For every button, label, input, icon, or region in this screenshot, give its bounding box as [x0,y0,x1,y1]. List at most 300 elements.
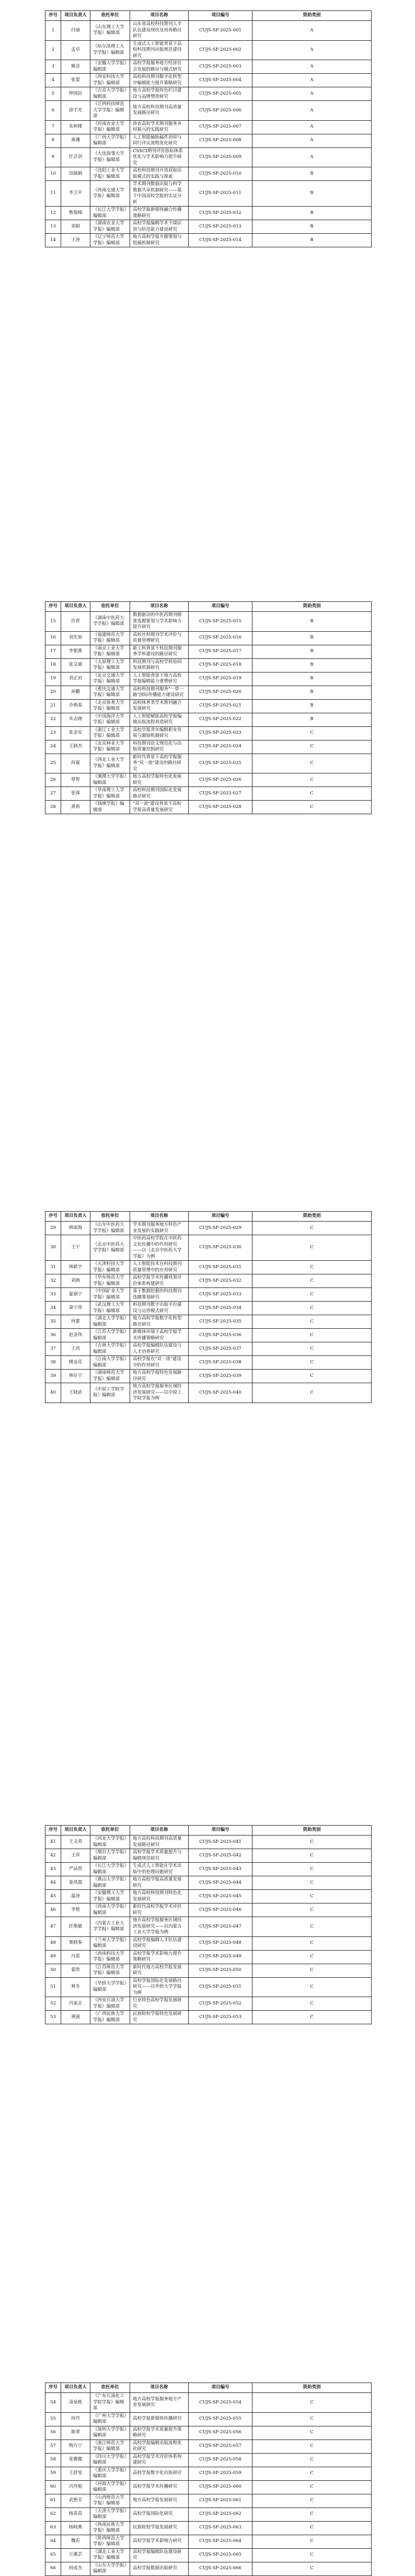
cell-grade: C [252,1903,372,1917]
cell-grade: C [252,2393,372,2413]
cell-seq: 38 [45,1356,61,1370]
cell-seq: 42 [45,1849,61,1863]
cell-leader: 蔡智 [61,773,90,787]
cell-project-name: 民族院校学报发展研究 [130,2521,189,2535]
cell-grade: C [252,1288,372,1302]
cell-unit: 《西安石油大学学报》编辑部 [90,1997,130,2011]
cell-leader: 刘先知 [61,631,90,645]
cell-grade: A [252,101,372,121]
cell-project-name: 新工科背景下科技期刊服务学科建设的路径研究 [130,645,189,658]
cell-grade: B [252,207,372,220]
table-row [45,1235,372,1261]
cell-leader: 韩琼海 [61,1222,90,1235]
cell-grade: B [252,167,372,181]
header-leader: 项目负责人 [61,11,90,21]
cell-seq: 9 [45,147,61,167]
cell-seq: 53 [45,2011,61,2024]
cell-project-name: 地方高校科技期刊高质量发展路径研究 [130,1836,189,1849]
cell-unit: 《重庆交通大学学报》编辑部 [90,686,130,699]
cell-unit: 《西南科技大学学报》编辑部 [90,1950,130,1964]
cell-seq: 27 [45,787,61,801]
cell-grade: C [252,1302,372,1315]
cell-project-code: CUJS-SF-2025-026 [189,773,252,787]
cell-seq: 8 [45,134,61,147]
cell-leader: 于涛 [61,234,90,247]
cell-leader: 严品然 [61,1863,90,1876]
cell-seq: 59 [45,2467,61,2480]
cell-project-code: CUJS-SF-2025-016 [189,631,252,645]
cell-project-name: 科技期刊与高校学科协同发展机制研究 [130,658,189,672]
table-row [45,2011,372,2024]
table-row [45,2535,372,2548]
cell-grade: A [252,74,372,87]
cell-leader: 楼金花 [61,1356,90,1370]
cell-project-code: CUJS-SF-2025-027 [189,787,252,801]
cell-unit: 《吉林大学学报》编辑部 [90,1342,130,1356]
table-row [45,74,372,87]
cell-seq: 12 [45,207,61,220]
cell-unit: 《广西民族大学学报》编辑部 [90,2011,130,2024]
header-name: 项目名称 [130,2383,189,2393]
project-table [45,1211,372,1403]
cell-unit: 《西南民族大学学报》编辑部 [90,2521,130,2535]
cell-project-code: CUJS-SF-2025-049 [189,1950,252,1964]
cell-project-code: CUJS-SF-2025-006 [189,101,252,121]
cell-seq: 34 [45,1302,61,1315]
cell-seq: 60 [45,2480,61,2494]
cell-leader: 孟卓 [61,40,90,60]
cell-seq: 45 [45,1890,61,1903]
cell-grade: B [252,713,372,726]
cell-project-code: CUJS-SF-2025-015 [189,612,252,632]
header-row [45,1826,372,1836]
cell-grade: B [252,645,372,658]
table-row [45,1261,372,1274]
header-name: 项目名称 [130,602,189,612]
cell-project-code: CUJS-SF-2025-020 [189,686,252,699]
cell-grade: C [252,754,372,773]
cell-grade: C [252,1950,372,1964]
cell-grade: C [252,801,372,814]
cell-project-code: CUJS-SF-2025-051 [189,1977,252,1997]
cell-seq: 31 [45,1261,61,1274]
cell-unit: 《太原理工大学学报》编辑部 [90,658,130,672]
table-row [45,1997,372,2011]
cell-project-code: CUJS-SF-2025-046 [189,1903,252,1917]
cell-project-name: 高校学报在"双一流"建设中的作用研究 [130,1356,189,1370]
cell-unit: 《江西科技师范大学学报》编辑部 [90,101,130,121]
table-row [45,2440,372,2453]
cell-project-name: 人工智能赋能高校学报编辑出版流程再造研究 [130,713,189,726]
cell-unit: 《西南交通大学学报》编辑部 [90,181,130,207]
project-table [45,601,372,814]
cell-leader: 王晓杰 [61,740,90,754]
cell-grade: C [252,1356,372,1370]
project-table [45,2383,372,2576]
cell-unit: 《广东石油化工学院学报》编辑部 [90,2393,130,2413]
cell-unit: 《西南大学学报》编辑部 [90,1903,130,1917]
cell-seq: 52 [45,1997,61,2011]
cell-seq: 64 [45,2535,61,2548]
cell-unit: 《湘潭大学学报》编辑部 [90,773,130,787]
cell-unit: 《北京中医药大学学报》编辑部 [90,1235,130,1261]
cell-grade: C [252,1836,372,1849]
cell-seq: 48 [45,1936,61,1950]
cell-leader: 徐宇光 [61,101,90,121]
cell-leader: 刘润 [61,1274,90,1288]
cell-project-code: CUJS-SF-2025-035 [189,1315,252,1329]
table-row [45,21,372,41]
cell-project-code: CUJS-SF-2025-019 [189,672,252,686]
cell-unit: 《华东师范大学学报》编辑部 [90,1274,130,1288]
table-body [45,1222,372,1403]
cell-grade: C [252,2480,372,2494]
cell-seq: 56 [45,2426,61,2440]
cell-grade: B [252,181,372,207]
header-row [45,11,372,21]
cell-unit: 《钱塘学报》编辑部 [90,801,130,814]
table-row [45,1370,372,1383]
cell-project-name: 地方高校学报高质量发展研究 [130,1876,189,1890]
cell-seq: 5 [45,87,61,101]
cell-project-name: 学术期刊数据出版与科学数据共享机制研究——基于中国高校学报的实证分析 [130,181,189,207]
cell-leader: 张蓉 [61,787,90,801]
table-row [45,1964,372,1977]
cell-project-name: 高校学报编辑学术不端识别与防范能力建设研究 [130,220,189,234]
cell-unit: 《天津大学学报》编辑部 [90,2507,130,2521]
table-row [45,1903,372,1917]
cell-grade: C [252,1342,372,1356]
cell-grade: B [252,631,372,645]
cell-unit: 《北京林业大学学报》编辑部 [90,740,130,754]
cell-seq: 43 [45,1863,61,1876]
cell-grade: C [252,2548,372,2562]
cell-project-name: 基于数据挖掘的科技期刊选题策划研究 [130,1288,189,1302]
cell-grade: C [252,1261,372,1274]
cell-unit: 《四川大学学报》编辑部 [90,2453,130,2467]
header-seq: 序号 [45,1212,61,1222]
cell-leader: 李艳 [61,1903,90,1917]
header-code: 项目编号 [189,602,252,612]
header-unit: 依托单位 [90,602,130,612]
cell-unit: 《浙江师范大学学报》编辑部 [90,2440,130,2453]
cell-project-name: 人工智能辅助稿件初审与同行评议流程优化研究 [130,134,189,147]
cell-leader: 赵金伟 [61,1329,90,1342]
cell-leader: 李卫平 [61,181,90,207]
cell-project-code: CUJS-SF-2025-047 [189,1917,252,1937]
cell-unit: 《浙江工业大学学报》编辑部 [90,726,130,740]
cell-project-name: 科技期刊论文规范化与出版质量控制研究 [130,740,189,754]
cell-project-name: 地方高校学报服务地方产业发展研究 [130,2393,189,2413]
cell-seq: 61 [45,2494,61,2507]
table-row [45,147,372,167]
table-row [45,754,372,773]
cell-project-code: CUJS-SF-2025-017 [189,645,252,658]
cell-project-code: CUJS-SF-2025-060 [189,2480,252,2494]
table-row [45,658,372,672]
header-name: 项目名称 [130,1212,189,1222]
cell-grade: A [252,134,372,147]
cell-unit: 《河海大学学报》编辑部 [90,2480,130,2494]
cell-seq: 4 [45,74,61,87]
cell-project-code: CUJS-SF-2025-033 [189,1288,252,1302]
cell-project-name: 学术期刊服务地方特色产业发展的实践研究 [130,1222,189,1235]
cell-unit: 《湖南中医药大学学报》编辑部 [90,612,130,632]
cell-seq: 18 [45,658,61,672]
cell-grade: B [252,220,372,234]
cell-unit: 《南京工业大学学报》编辑部 [90,645,130,658]
table-row [45,1836,372,1849]
table-row [45,1315,372,1329]
table-row [45,1302,372,1315]
cell-leader: 付丽 [61,21,90,41]
cell-seq: 40 [45,1383,61,1403]
table-row [45,713,372,726]
header-grade: 资助类别 [252,1212,372,1222]
cell-leader: 林往宁 [61,1370,90,1383]
cell-seq: 65 [45,2548,61,2562]
cell-grade: C [252,1863,372,1876]
cell-project-code: CUJS-SF-2025-064 [189,2535,252,2548]
cell-grade: A [252,87,372,101]
cell-project-name: 地方高校学报特色发展路径研究 [130,1370,189,1383]
cell-leader: 何丹 [61,2412,90,2426]
cell-project-code: CUJS-SF-2025-012 [189,207,252,220]
cell-project-code: CUJS-SF-2025-030 [189,1235,252,1261]
cell-seq: 32 [45,1274,61,1288]
table-row [45,1342,372,1356]
cell-leader: 黄珊 [61,134,90,147]
table-row [45,120,372,134]
cell-seq: 37 [45,1342,61,1356]
cell-unit: 《北京体育大学学报》编辑部 [90,699,130,713]
cell-project-code: CUJS-SF-2025-009 [189,147,252,167]
cell-project-name: 人工智能技术在科技期刊质量管理中的应用研究 [130,1261,189,1274]
header-seq: 序号 [45,1826,61,1836]
cell-project-name: 高校学报编辑人才队伍建设研究 [130,1936,189,1950]
cell-seq: 19 [45,672,61,686]
header-code: 项目编号 [189,11,252,21]
cell-project-code: CUJS-SF-2025-065 [189,2548,252,2562]
cell-project-name: 高校学报国际化发展路径研究——以华侨大学学报为例 [130,1977,189,1997]
cell-seq: 13 [45,220,61,234]
cell-seq: 58 [45,2453,61,2467]
cell-project-code: CUJS-SF-2025-007 [189,120,252,134]
table-row [45,1917,372,1937]
cell-project-code: CUJS-SF-2025-031 [189,1261,252,1274]
cell-leader: 杨苗苗 [61,2507,90,2521]
cell-grade: C [252,1936,372,1950]
cell-grade: C [252,1964,372,1977]
header-unit: 依托单位 [90,1826,130,1836]
cell-leader: 魏若 [61,2535,90,2548]
cell-leader: 任会剑 [61,147,90,167]
cell-unit: 《安徽理工大学学报》编辑部 [90,1890,130,1903]
cell-seq: 20 [45,686,61,699]
table-row [45,220,372,234]
cell-grade: C [252,1222,372,1235]
table-row [45,2494,372,2507]
cell-leader: 刘娟 [61,220,90,234]
cell-seq: 15 [45,612,61,632]
cell-unit: 《广西大学学报》编辑部 [90,134,130,147]
table-row [45,612,372,632]
cell-project-code: CUJS-SF-2025-062 [189,2507,252,2521]
cell-seq: 22 [45,713,61,726]
cell-project-name: 地方高校科技期刊特色化发展研究 [130,1890,189,1903]
cell-project-code: CUJS-SF-2025-010 [189,167,252,181]
cell-project-name: 民族院校学报特色发展研究 [130,2011,189,2024]
header-name: 项目名称 [130,1826,189,1836]
table-row [45,1950,372,1964]
table-row [45,167,372,181]
cell-unit: 《兰州大学学报》编辑部 [90,1936,130,1950]
cell-project-name: 地方高校科技期刊高质量发展路径研究 [130,101,189,121]
cell-project-name: 地方高校学报服务区域经济发展研究——以内蒙古工业大学学报为例 [130,1917,189,1937]
cell-leader: 朱树楼 [61,120,90,134]
cell-grade: C [252,740,372,754]
header-name: 项目名称 [130,11,189,21]
cell-project-code: CUJS-SF-2025-043 [189,1863,252,1876]
cell-project-code: CUJS-SF-2025-004 [189,74,252,87]
cell-unit: 《福建师范大学学报》编辑部 [90,631,130,645]
table-body [45,21,372,247]
table-row [45,672,372,686]
cell-seq: 14 [45,234,61,247]
cell-leader: 秦宁萍 [61,1302,90,1315]
cell-seq: 35 [45,1315,61,1329]
cell-project-code: CUJS-SF-2025-042 [189,1849,252,1863]
cell-project-code: CUJS-SF-2025-054 [189,2393,252,2413]
cell-project-name: "双一流"建设背景下高校学报高质量发展研究 [130,801,189,814]
cell-unit: 《湖南师范大学学报》编辑部 [90,1370,130,1383]
cell-project-code: CUJS-SF-2025-032 [189,1274,252,1288]
cell-project-code: CUJS-SF-2025-023 [189,726,252,740]
cell-grade: C [252,1274,372,1288]
cell-project-code: CUJS-SF-2025-018 [189,658,252,672]
table-row [45,787,372,801]
cell-leader: 何嘉 [61,754,90,773]
cell-grade: C [252,1890,372,1903]
project-table [45,1825,372,2024]
cell-leader: 黄丽 [61,2011,90,2024]
cell-project-code: CUJS-SF-2025-044 [189,1876,252,1890]
cell-project-name: 地方高校学报专题策划与组稿机制研究 [130,234,189,247]
cell-grade: A [252,40,372,60]
cell-grade: C [252,787,372,801]
table-row [45,101,372,121]
cell-leader: 万惠芸 [61,2548,90,2562]
table-row [45,134,372,147]
cell-grade: C [252,2507,372,2521]
cell-unit: 《中原工学院学报》编辑部 [90,1383,130,1403]
cell-seq: 26 [45,773,61,787]
cell-leader: 张雅娜 [61,2453,90,2467]
cell-seq: 2 [45,40,61,60]
header-row [45,2383,372,2393]
cell-leader: 朱志刚 [61,713,90,726]
cell-seq: 36 [45,1329,61,1342]
cell-project-code: CUJS-SF-2025-052 [189,1997,252,2011]
cell-grade: B [252,686,372,699]
cell-project-name: 高校社科期刊学术评价与质量管理研究 [130,631,189,645]
cell-seq: 33 [45,1288,61,1302]
cell-project-name: 高校学报学术影响力提升策略研究 [130,1950,189,1964]
cell-leader: 王宁 [61,1235,90,1261]
cell-project-name: 高校学报学术传播效果评价体系构建研究 [130,1274,189,1288]
cell-grade: C [252,1977,372,1997]
cell-grade: A [252,120,372,134]
cell-leader: 任维敏 [61,1917,90,1937]
cell-grade: C [252,2453,372,2467]
cell-grade: C [252,1997,372,2011]
cell-seq: 6 [45,101,61,121]
cell-project-code: CUJS-SF-2025-058 [189,2453,252,2467]
cell-unit: 《天津科技大学学报》编辑部 [90,1261,130,1274]
cell-unit: 《辽宁师范大学学报》编辑部 [90,234,130,247]
cell-unit: 《江苏大学学报》编辑部 [90,1329,130,1342]
cell-seq: 49 [45,1950,61,1964]
cell-unit: 《江苏师范大学学报》编辑部 [90,1964,130,1977]
cell-seq: 51 [45,1977,61,1997]
table-row [45,1274,372,1288]
cell-seq: 47 [45,1917,61,1937]
cell-leader: 姚彦 [61,60,90,74]
header-leader: 项目负责人 [61,1826,90,1836]
cell-grade: C [252,2521,372,2535]
cell-grade: C [252,1849,372,1863]
header-leader: 项目负责人 [61,2383,90,2393]
cell-project-name: 地方高校学报服务区域经济发展研究——以中原工学院学报为例 [130,1383,189,1403]
cell-project-name: 生成式人工智能背景下高校科技期刊出版规范建设研究 [130,40,189,60]
header-unit: 依托单位 [90,2383,130,2393]
cell-unit: 《山东大学学报》编辑部 [90,2562,130,2575]
cell-seq: 3 [45,60,61,74]
cell-seq: 1 [45,21,61,41]
cell-leader: 姜凤霞 [61,1876,90,1890]
cell-project-code: CUJS-SF-2025-055 [189,2412,252,2426]
cell-unit: 《湖北大学学报》编辑部 [90,1315,130,1329]
cell-seq: 55 [45,2412,61,2426]
cell-project-name: 高校学报编辑队伍建设研究 [130,2548,189,2562]
header-unit: 依托单位 [90,1212,130,1222]
cell-grade: C [252,726,372,740]
cell-unit: 《山东理工大学学报》编辑部 [90,21,130,41]
table-row [45,2393,372,2413]
table-page-3 [45,1211,371,1403]
cell-unit: 《安徽大学学报》编辑部 [90,60,130,74]
table-row [45,2480,372,2494]
cell-leader: 王文英 [61,1836,90,1849]
cell-unit: 《长江大学学报》编辑部 [90,207,130,220]
cell-unit: 《哈尔滨理工大学学报》编辑部 [90,40,130,60]
table-page-5 [45,2383,371,2576]
cell-project-code: CUJS-SF-2025-063 [189,2521,252,2535]
cell-project-code: CUJS-SF-2025-061 [189,2494,252,2507]
cell-leader: 张文斌 [61,658,90,672]
cell-grade: C [252,2467,372,2480]
cell-project-code: CUJS-SF-2025-041 [189,1836,252,1849]
cell-project-name: 人工智能背景下地方高校学报编辑能力重塑研究 [130,672,189,686]
cell-leader: 张蕾 [61,74,90,87]
cell-grade: C [252,1383,372,1403]
cell-project-name: 高校学报新媒体融合传播策略研究 [130,207,189,220]
header-code: 项目编号 [189,1212,252,1222]
cell-leader: 孙鹏 [61,686,90,699]
cell-leader: 凌泉栋 [61,2393,90,2413]
cell-seq: 24 [45,740,61,754]
table-row [45,1876,372,1890]
